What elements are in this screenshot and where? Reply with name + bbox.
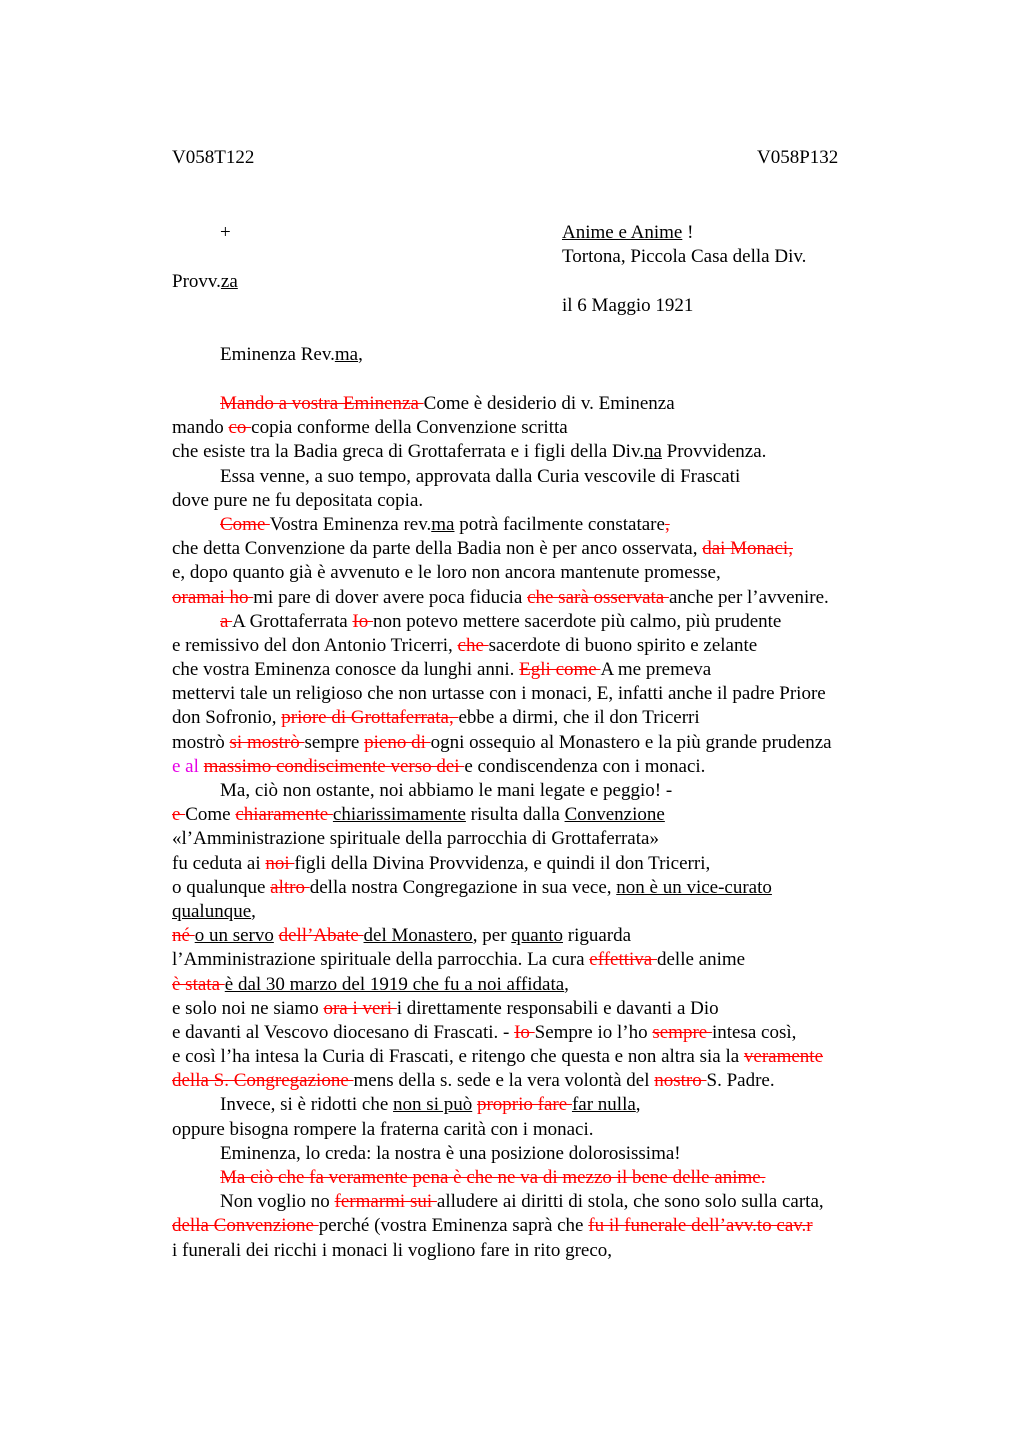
- text-run: non potevo mettere sacerdote più calmo, più prudente: [373, 610, 782, 632]
- deleted-text: della S. Congregazione: [172, 1070, 354, 1092]
- body-line: [172, 755, 932, 779]
- body-line: [172, 586, 932, 610]
- body-line: [172, 392, 932, 416]
- text-run: Eminenza, lo creda: la nostra è una posizione dolorosissima!: [220, 1142, 681, 1164]
- body-line: [172, 997, 932, 1021]
- underlined-text: o un servo: [194, 925, 274, 947]
- text-run: Invece, si è ridotti che: [220, 1094, 394, 1116]
- text-run: Come: [185, 804, 236, 826]
- place-line: Tortona, Piccola Casa della Div.: [562, 246, 807, 267]
- text-run: ,: [251, 900, 256, 922]
- body-line: [172, 1093, 932, 1117]
- body-line: [172, 1214, 932, 1238]
- text-run: mi pare di dover avere poca fiducia: [253, 586, 528, 608]
- text-run: ebbe a dirmi, che il don Tricerri: [458, 707, 700, 729]
- body-line: [172, 634, 932, 658]
- body-line: [172, 561, 932, 585]
- text-run: e solo noi ne siamo: [172, 997, 324, 1019]
- body-line: [172, 876, 932, 900]
- underlined-text: non si può: [393, 1094, 473, 1116]
- text-run: che esiste tra la Badia greca di Grottaferrata e i figli della Div.: [172, 441, 644, 463]
- text-run: dove pure ne fu depositata copia.: [172, 489, 424, 511]
- deleted-text: dai Monaci,: [702, 538, 793, 560]
- body-line: [172, 1166, 932, 1190]
- text-run: Essa venne, a suo tempo, approvata dalla Curia vescovile di Frascati: [220, 465, 741, 487]
- deleted-text: e: [172, 804, 186, 826]
- deleted-text: altro: [270, 876, 310, 898]
- deleted-text: pieno di: [364, 731, 431, 753]
- deleted-text: oramai ho: [172, 586, 254, 608]
- body-line: [172, 1239, 932, 1263]
- text-run: intesa così,: [711, 1021, 797, 1043]
- deleted-text: Come: [220, 513, 270, 535]
- text-run: l’Amministrazione spirituale della parrocchia. La cura: [172, 949, 590, 971]
- text-run: Provvidenza.: [661, 441, 767, 463]
- text-run: oppure bisogna rompere la fraterna carità con i monaci.: [172, 1118, 594, 1140]
- place-cont-superscript: za: [220, 271, 238, 292]
- text-run: Ma, ciò non ostante, noi abbiamo le mani legate e peggio! -: [220, 780, 673, 801]
- motto: [562, 221, 693, 245]
- deleted-text: Ma ciò che fa veramente pena è che ne va di mezzo il bene delle anime.: [220, 1167, 766, 1188]
- text-run: della nostra Congregazione in sua vece,: [309, 876, 617, 898]
- text-run: i direttamente responsabili e davanti a Dio: [396, 997, 719, 1019]
- body-line: [172, 900, 932, 924]
- motto-text: Anime e Anime: [562, 222, 683, 243]
- text-run: ,: [635, 1094, 641, 1116]
- salutation: [220, 343, 363, 367]
- text-run: fu ceduta ai: [172, 852, 266, 874]
- body-line: [172, 1190, 932, 1214]
- deleted-text: dell’Abate: [278, 925, 364, 947]
- deleted-text: è stata: [172, 973, 225, 995]
- text-run: e, dopo quanto già è avvenuto e le loro non ancora mantenute promesse,: [172, 562, 721, 584]
- deleted-text: proprio fare: [476, 1094, 572, 1116]
- underlined-text: del Monastero: [363, 925, 473, 947]
- text-run: figli della Divina Provvidenza, e quindi il don Tricerri,: [294, 852, 711, 874]
- body-line: [172, 416, 932, 440]
- text-run: , per: [472, 925, 512, 947]
- underlined-text: quanto: [511, 925, 563, 947]
- body-line: [172, 1021, 932, 1045]
- text-run: che vostra Eminenza conosce da lunghi anni.: [172, 659, 520, 681]
- body-line: [172, 440, 932, 464]
- deleted-text: si mostrò: [229, 731, 305, 753]
- text-run: ,: [564, 973, 569, 995]
- body-line: [172, 1045, 932, 1069]
- text-run: potrà facilmente constatare: [454, 513, 665, 535]
- body-line: [172, 513, 932, 537]
- text-run: perché (vostra Eminenza saprà che: [318, 1215, 589, 1237]
- deleted-text: nostro: [654, 1070, 707, 1092]
- text-run: A Grottaferrata: [232, 610, 353, 632]
- deleted-text: Io: [514, 1021, 535, 1043]
- text-run: riguarda: [563, 925, 632, 947]
- body-line: [172, 537, 932, 561]
- text-run: don Sofronio,: [172, 707, 282, 729]
- underlined-text: ma: [431, 513, 455, 535]
- deleted-text: che sarà osservata: [527, 586, 669, 608]
- deleted-text: Io: [352, 610, 373, 632]
- text-run: A me premeva: [600, 659, 712, 681]
- place-continuation: [172, 270, 238, 294]
- underlined-text: non è un vice-curato: [616, 876, 772, 898]
- text-run: Come è desiderio di v. Eminenza: [423, 393, 675, 414]
- deleted-text: priore di Grottaferrata,: [281, 707, 459, 729]
- text-run: «l’Amministrazione spirituale della parrocchia di Grottaferrata»: [172, 828, 659, 850]
- letter-date: il 6 Maggio 1921: [562, 295, 694, 316]
- archive-code-right: V058P132: [757, 147, 839, 168]
- text-run: i funerali dei ricchi i monaci li vogliono fare in rito greco,: [172, 1239, 613, 1261]
- text-run: mando: [172, 417, 229, 439]
- text-run: alludere ai diritti di stola, che sono solo sulla carta,: [436, 1191, 824, 1213]
- text-run: delle anime: [657, 949, 746, 971]
- body-line: [172, 706, 932, 730]
- inserted-text: e al: [172, 755, 204, 777]
- place-cont-text: Provv.: [172, 271, 221, 292]
- text-run: Vostra Eminenza rev.: [269, 513, 432, 535]
- underlined-text: Convenzione: [564, 804, 665, 826]
- body-line: [172, 924, 932, 948]
- deleted-text: effettiva: [589, 949, 657, 971]
- deleted-text: veramente: [743, 1046, 824, 1068]
- deleted-text: a: [220, 610, 233, 632]
- underlined-text: far nulla: [571, 1094, 636, 1116]
- deleted-text: fermarmi sui: [334, 1191, 437, 1213]
- body-line: [172, 465, 932, 489]
- text-run: copia conforme della Convenzione scritta: [251, 417, 568, 439]
- text-run: che detta Convenzione da parte della Badia non è per anco osservata,: [172, 538, 703, 560]
- salutation-text: Eminenza Rev.: [220, 344, 335, 365]
- motto-exclaim: !: [682, 222, 694, 243]
- text-run: risulta dalla: [465, 804, 565, 826]
- text-run: S. Padre.: [706, 1070, 775, 1092]
- body-line: [172, 682, 932, 706]
- text-run: Non voglio no: [220, 1191, 335, 1213]
- text-run: o qualunque: [172, 876, 271, 898]
- body-line: [172, 779, 932, 803]
- salutation-abbrev: ma: [334, 344, 359, 365]
- letter-body: [172, 392, 932, 1263]
- body-line: [172, 731, 932, 755]
- deleted-text: ,: [664, 513, 670, 535]
- text-run: e così l’ha intesa la Curia di Frascati, e ritengo che questa e non altra sia la: [172, 1046, 744, 1068]
- body-line: [172, 1069, 932, 1093]
- text-run: anche per l’avvenire.: [668, 586, 829, 608]
- deleted-text: massimo condiscimente verso dei: [203, 755, 465, 777]
- deleted-text: ora i veri: [323, 997, 397, 1019]
- body-line: [172, 610, 932, 634]
- text-run: e condiscendenza con i monaci.: [464, 755, 706, 777]
- deleted-text: fu il funerale dell’avv.to cav.r: [588, 1215, 813, 1237]
- text-run: e davanti al Vescovo diocesano di Frascati. -: [172, 1021, 515, 1043]
- body-line: [172, 658, 932, 682]
- underlined-text: na: [643, 441, 662, 463]
- deleted-text: noi: [265, 852, 295, 874]
- body-line: [172, 1118, 932, 1142]
- text-run: mens della s. sede e la vera volontà del: [353, 1070, 655, 1092]
- deleted-text: Egli come: [519, 659, 601, 681]
- body-line: [172, 973, 932, 997]
- text-run: e remissivo del don Antonio Tricerri,: [172, 634, 458, 656]
- body-line: [172, 803, 932, 827]
- deleted-text: né: [172, 925, 195, 947]
- text-run: mettervi tale un religioso che non urtasse con i monaci, E, infatti anche il padre Priore: [172, 683, 826, 705]
- body-line: [172, 827, 932, 851]
- deleted-text: della Convenzione: [172, 1215, 319, 1237]
- text-run: Sempre io l’ho: [534, 1021, 653, 1043]
- text-run: sempre: [304, 731, 365, 753]
- deleted-text: chiaramente: [235, 804, 333, 826]
- body-line: [172, 852, 932, 876]
- salutation-comma: ,: [358, 344, 363, 365]
- deleted-text: Mando a vostra Eminenza: [220, 393, 424, 414]
- text-run: ogni ossequio al Monastero e la più grande prudenza: [430, 731, 832, 753]
- deleted-text: co: [228, 417, 252, 439]
- text-run: mostrò: [172, 731, 230, 753]
- body-line: [172, 948, 932, 972]
- deleted-text: sempre: [652, 1021, 712, 1043]
- underlined-text: è dal 30 marzo del 1919 che fu a noi affidata: [224, 973, 565, 995]
- body-line: [172, 1142, 932, 1166]
- cross-mark: +: [220, 222, 231, 243]
- underlined-text: qualunque: [172, 900, 252, 922]
- body-line: [172, 489, 932, 513]
- text-run: sacerdote di buono spirito e zelante: [488, 634, 758, 656]
- underlined-text: chiarissimamente: [332, 804, 466, 826]
- archive-code-left: V058T122: [172, 147, 255, 168]
- deleted-text: che: [457, 634, 489, 656]
